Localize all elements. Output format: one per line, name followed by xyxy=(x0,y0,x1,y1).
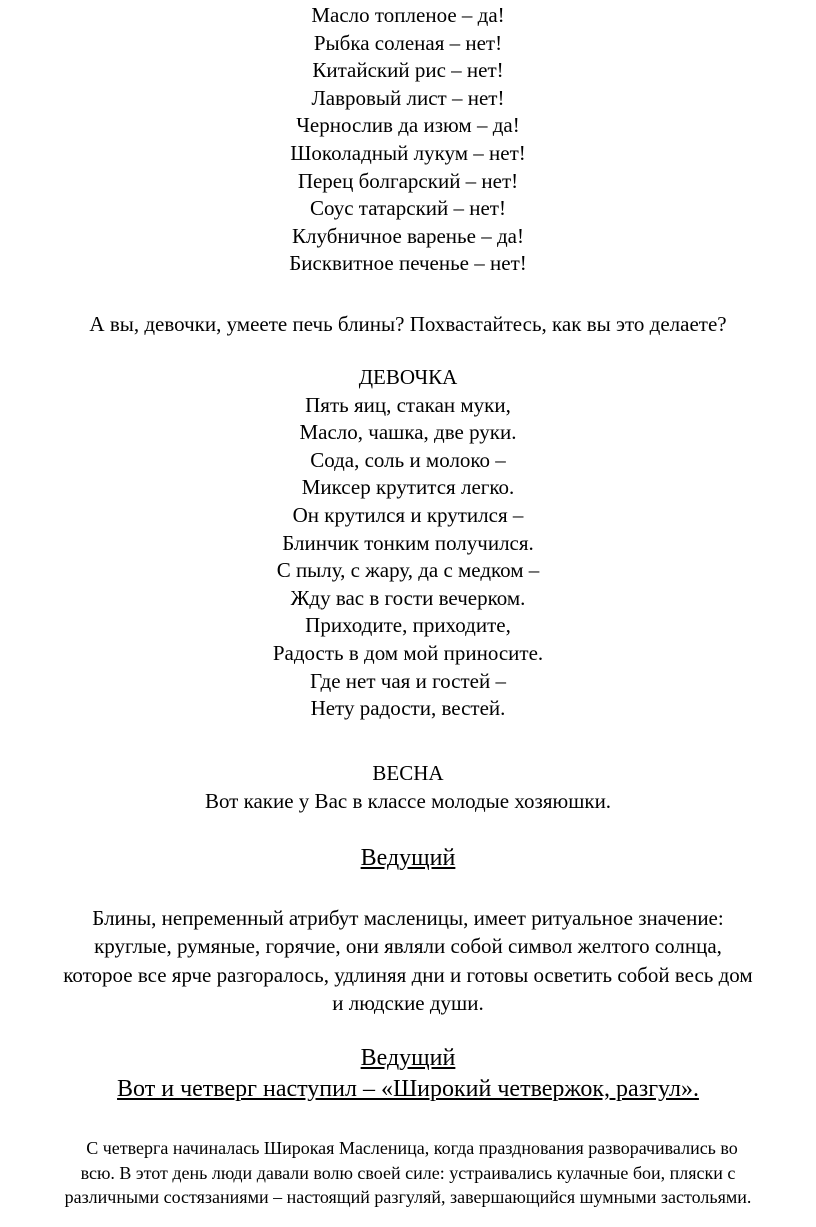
paragraph-line: которое все ярче разгоралось, удлиняя дни и готовы осветить собой весь дом xyxy=(63,962,753,987)
thursday-paragraph xyxy=(0,1136,816,1210)
verse-line: Миксер крутится легко. xyxy=(301,475,515,500)
verse-line: Пять яиц, стакан муки, xyxy=(305,392,511,417)
paragraph-line: круглые, румяные, горячие, они являли собой символ желтого солнца, xyxy=(94,934,722,959)
poem-line: Чернослив да изюм – да! xyxy=(296,113,520,138)
thursday-heading xyxy=(0,1043,816,1105)
spring-line: Вот какие у Вас в классе молодые хозяюшки. xyxy=(204,789,612,813)
host-heading-text: Ведущий xyxy=(360,845,456,871)
poem-section xyxy=(0,2,816,278)
verse-line: Блинчик тонким получился. xyxy=(282,530,534,555)
poem-line: Бисквитное печенье – нет! xyxy=(289,251,527,276)
speaker-label: ДЕВОЧКА xyxy=(358,365,458,389)
girl-verse xyxy=(0,364,816,723)
verse-line: Где нет чая и гостей – xyxy=(309,668,506,693)
poem-line: Лавровый лист – нет! xyxy=(311,85,505,110)
verse-line: Он крутился и крутился – xyxy=(292,502,524,527)
poem-line: Рыбка соленая – нет! xyxy=(313,30,503,55)
poem-line: Шоколадный лукум – нет! xyxy=(290,140,526,165)
paragraph-line: различными состязаниями – настоящий разгуляй, завершающийся шумными застольями. xyxy=(64,1187,752,1207)
paragraph-line: Блины, непременный атрибут масленицы, имеет ритуальное значение: xyxy=(92,906,724,930)
verse-line: Масло, чашка, две руки. xyxy=(299,420,517,445)
spring-section xyxy=(0,759,816,815)
poem-line: Соус татарский – нет! xyxy=(310,196,506,221)
host-heading xyxy=(0,843,816,873)
blini-paragraph xyxy=(0,904,816,1017)
host-heading-text: Ведущий xyxy=(360,1045,456,1071)
verse-line: Приходите, приходите, xyxy=(305,613,511,638)
poem-line: Китайский рис – нет! xyxy=(312,58,504,83)
paragraph-line: всю. В этот день люди давали волю своей силе: устраивались кулачные бои, пляски с xyxy=(80,1162,736,1183)
verse-line: Сода, соль и молоко – xyxy=(310,447,506,472)
verse-line: Жду вас в гости вечерком. xyxy=(290,585,526,610)
verse-line: Радость в дом мой приносите. xyxy=(272,640,544,665)
poem-line: Клубничное варенье – да! xyxy=(292,223,524,248)
paragraph-line: и людские души. xyxy=(332,990,484,1015)
speaker-label: ВЕСНА xyxy=(372,761,444,785)
verse-line: Нету радости, вестей. xyxy=(310,696,506,721)
poem-line: Перец болгарский – нет! xyxy=(297,168,519,193)
verse-line: С пылу, с жару, да с медком – xyxy=(276,558,540,583)
question-line: А вы, девочки, умеете печь блины? Похвастайтесь, как вы это делаете? xyxy=(89,312,727,336)
poem-line: Масло топленое – да! xyxy=(311,3,505,27)
thursday-title: Вот и четверг наступил – «Широкий четвержок, разгул». xyxy=(117,1076,699,1102)
paragraph-line: С четверга начиналась Широкая Масленица, когда празднования разворачивались во xyxy=(86,1138,738,1158)
